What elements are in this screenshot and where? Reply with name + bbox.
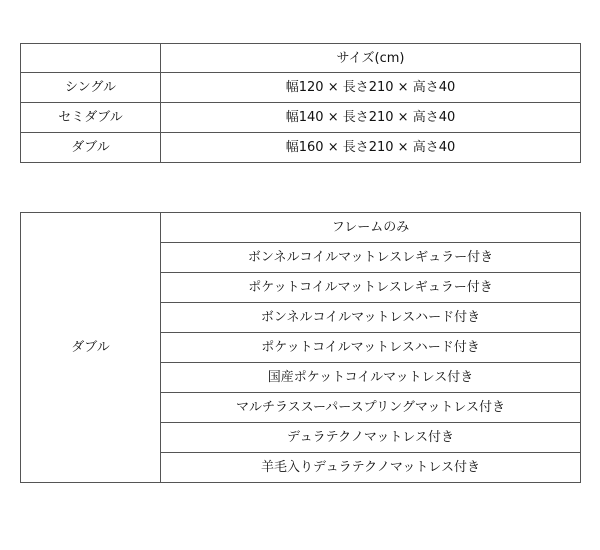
option-cell: ボンネルコイルマットレスレギュラー付き [161, 243, 581, 273]
product-options-table [20, 212, 581, 483]
dimension-cell: 幅120 × 長さ210 × 高さ40 [161, 73, 581, 103]
bed-type-cell: ダブル [21, 213, 161, 483]
table-row [21, 213, 581, 243]
table-row [21, 133, 581, 163]
size-column-header: サイズ(cm) [161, 44, 581, 73]
option-cell: 国産ポケットコイルマットレス付き [161, 363, 581, 393]
table-row [21, 103, 581, 133]
bed-type-cell: セミダブル [21, 103, 161, 133]
table-row [21, 73, 581, 103]
option-cell: フレームのみ [161, 213, 581, 243]
size-table-header-row [21, 44, 581, 73]
size-table [20, 43, 581, 163]
size-table-corner-cell [21, 44, 161, 73]
option-cell: ボンネルコイルマットレスハード付き [161, 303, 581, 333]
bed-type-cell: シングル [21, 73, 161, 103]
bed-type-cell: ダブル [21, 133, 161, 163]
option-cell: 羊毛入りデュラテクノマットレス付き [161, 453, 581, 483]
option-cell: ポケットコイルマットレスレギュラー付き [161, 273, 581, 303]
option-cell: ポケットコイルマットレスハード付き [161, 333, 581, 363]
dimension-cell: 幅140 × 長さ210 × 高さ40 [161, 103, 581, 133]
option-cell: マルチラススーパースプリングマットレス付き [161, 393, 581, 423]
dimension-cell: 幅160 × 長さ210 × 高さ40 [161, 133, 581, 163]
option-cell: デュラテクノマットレス付き [161, 423, 581, 453]
